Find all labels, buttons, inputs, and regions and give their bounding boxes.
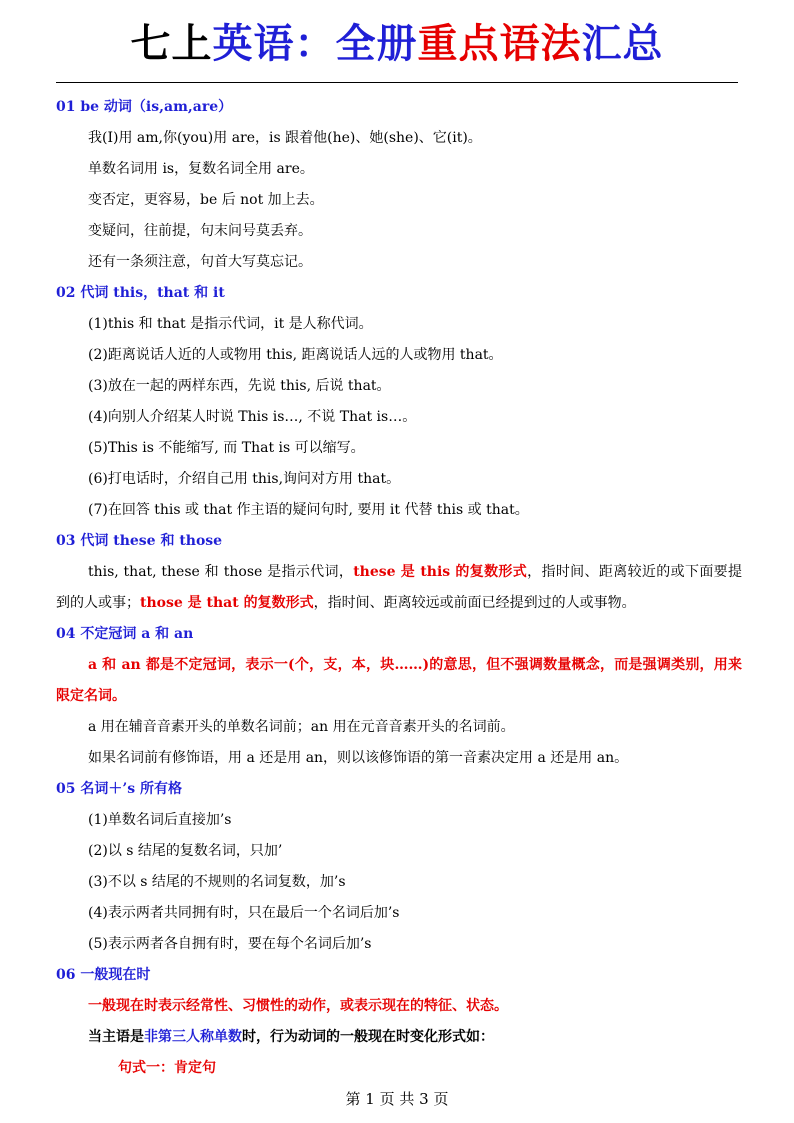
- title-part-5: 汇总: [581, 21, 664, 67]
- title-part-3: 全册: [335, 21, 418, 67]
- s03-paragraph: [56, 557, 742, 619]
- section-heading-02: 02 代词 this，that 和 it: [56, 285, 225, 301]
- s06-rule-text-2: 时，行为动词的一般现在时变化形式如：: [242, 1029, 494, 1045]
- s01-line-3: 变否定，更容易，be 后 not 加上去。: [88, 192, 324, 208]
- s02-line-1: (1)this 和 that 是指示代词，it 是人称代词。: [88, 316, 373, 332]
- section-heading-03: 03 代词 these 和 those: [56, 533, 223, 549]
- page-title: [0, 8, 794, 80]
- s06-subheading: 句式一：肯定句: [118, 1060, 216, 1076]
- s04-line-2: 如果名词前有修饰语，用 a 还是用 an，则以该修饰语的第一音素决定用 a 还是用 an。: [88, 750, 629, 766]
- title-divider: [56, 82, 738, 83]
- title-part-1: 七上: [130, 21, 213, 67]
- s02-line-4: (4)向别人介绍某人时说 This is…, 不说 That is…。: [88, 409, 417, 425]
- s03-highlight-1: these 是 this 的复数形式: [353, 564, 528, 580]
- section-heading-01: 01 be 动词（is,am,are）: [56, 99, 233, 115]
- s02-line-6: (6)打电话时，介绍自己用 this,询问对方用 that。: [88, 471, 401, 487]
- s01-line-4: 变疑问，往前提，句末问号莫丢弃。: [88, 223, 312, 239]
- title-part-4: 重点语法: [417, 21, 582, 67]
- s02-line-7: (7)在回答 this 或 that 作主语的疑问句时, 要用 it 代替 this 或 that。: [88, 502, 529, 518]
- s01-line-5: 还有一条须注意，句首大写莫忘记。: [88, 254, 312, 270]
- s01-line-1: 我(I)用 am,你(you)用 are，is 跟着他(he)、她(she)、它(it)。: [88, 130, 482, 146]
- s05-line-1: (1)单数名词后直接加’s: [88, 812, 232, 828]
- s03-text-1: this, that, these 和 those 是指示代词，: [88, 564, 354, 580]
- page-footer: 第 1 页 共 3 页: [345, 1090, 449, 1108]
- s06-rule-highlight: 非第三人称单数: [144, 1029, 242, 1045]
- document-body: [56, 92, 742, 1084]
- s05-line-4: (4)表示两者共同拥有时，只在最后一个名词后加’s: [88, 905, 400, 921]
- s06-rule-line: [56, 1022, 742, 1053]
- s05-line-3: (3)不以 s 结尾的不规则的名词复数，加’s: [88, 874, 346, 890]
- title-part-2: 英语：: [212, 21, 336, 67]
- s05-line-2: (2)以 s 结尾的复数名词，只加’: [88, 843, 283, 859]
- section-heading-06: 06 一般现在时: [56, 967, 151, 983]
- s02-line-5: (5)This is 不能缩写, 而 That is 可以缩写。: [88, 440, 365, 456]
- s03-text-2: ，指时间、距离较近的或下面要提到的人或事；: [56, 564, 742, 611]
- s01-line-2: 单数名词用 is，复数名词全用 are。: [88, 161, 314, 177]
- s05-line-5: (5)表示两者各自拥有时，要在每个名词后加’s: [88, 936, 372, 952]
- s02-line-3: (3)放在一起的两样东西，先说 this, 后说 that。: [88, 378, 391, 394]
- s03-highlight-2: those 是 that 的复数形式: [140, 595, 314, 611]
- s04-line-1: a 用在辅音音素开头的单数名词前；an 用在元音音素开头的名词前。: [88, 719, 515, 735]
- section-heading-04: 04 不定冠词 a 和 an: [56, 626, 194, 642]
- s06-rule-text-1: 当主语是: [88, 1029, 144, 1045]
- s02-line-2: (2)距离说话人近的人或物用 this, 距离说话人远的人或物用 that。: [88, 347, 503, 363]
- s06-red-line: 一般现在时表示经常性、习惯性的动作，或表示现在的特征、状态。: [88, 998, 508, 1014]
- section-heading-05: 05 名词＋’s 所有格: [56, 781, 182, 797]
- s03-text-3: ，指时间、距离较远或前面已经提到过的人或事物。: [313, 595, 636, 611]
- s04-red-paragraph: a 和 an 都是不定冠词，表示一(个，支，本，块……)的意思，但不强调数量概念，而是强调类别，用来限定名词。: [56, 657, 742, 704]
